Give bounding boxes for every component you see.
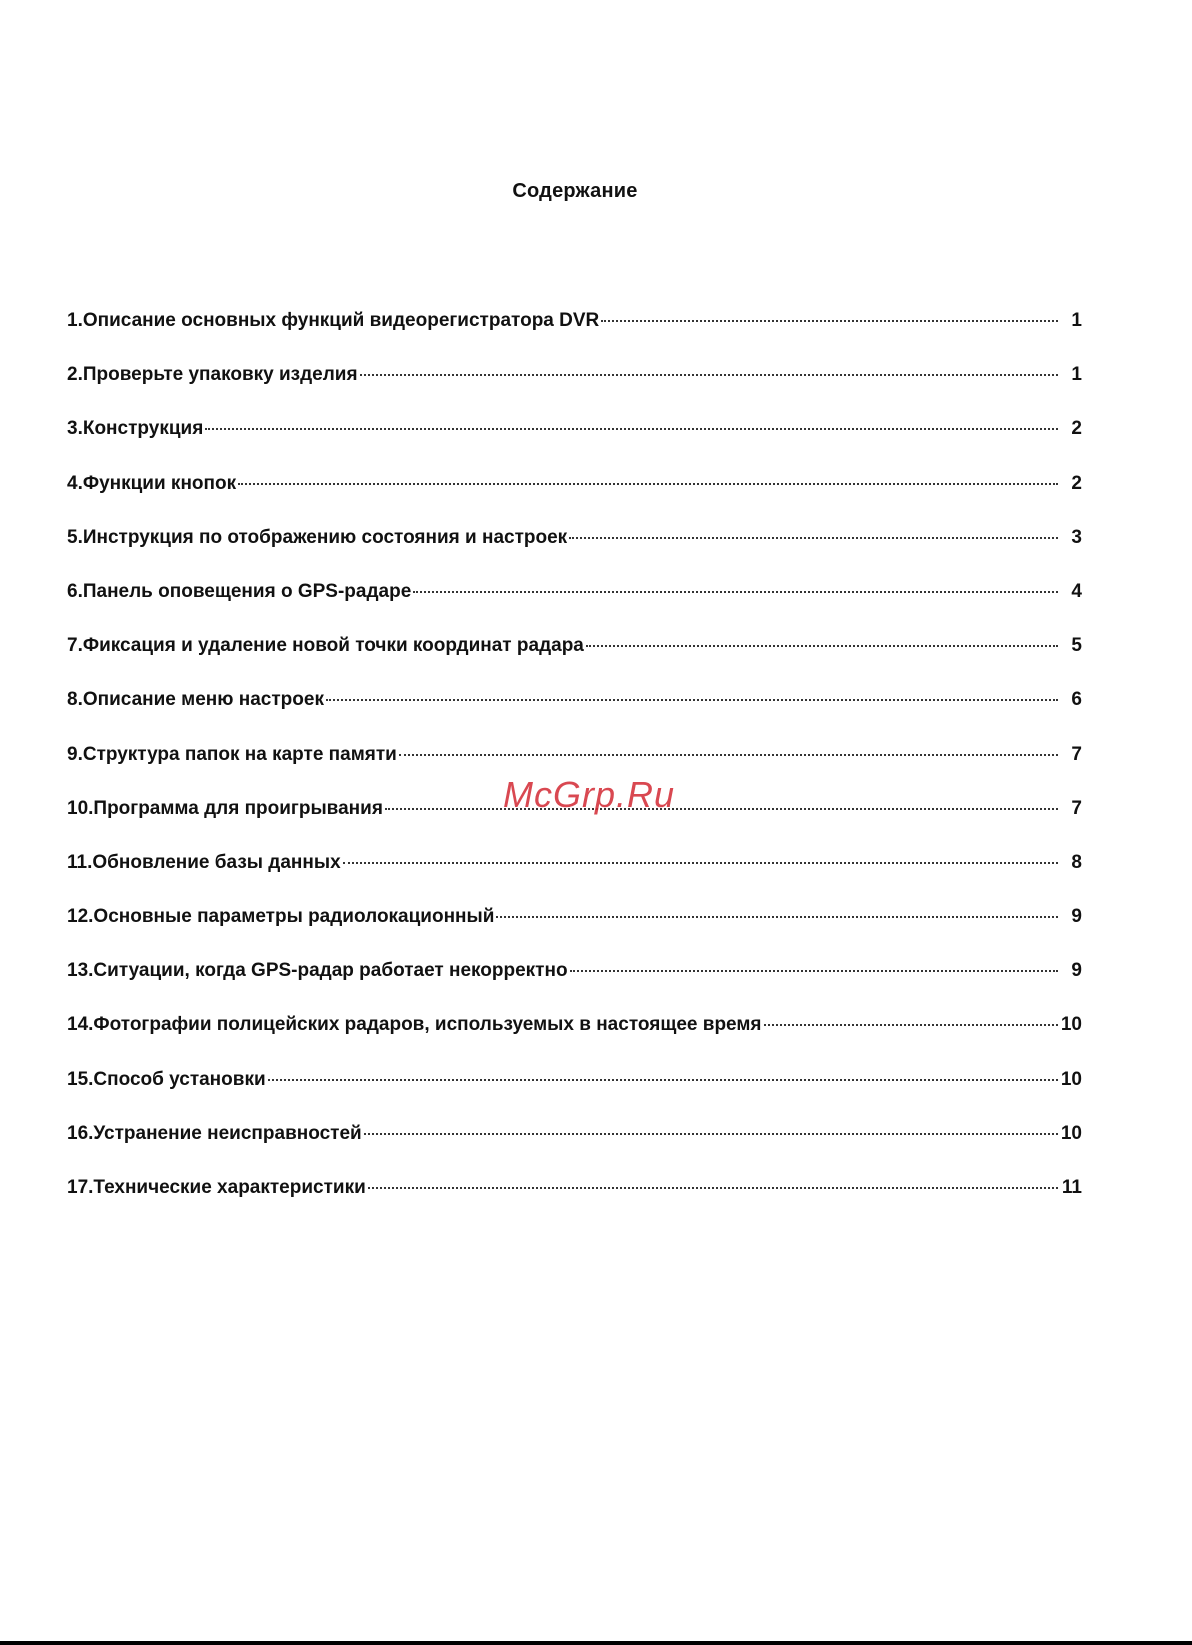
toc-entry[interactable]	[67, 1123, 1082, 1177]
toc-entry[interactable]	[67, 906, 1082, 960]
dot-leader	[368, 1187, 1058, 1189]
dot-leader	[570, 970, 1058, 972]
toc-entry-page: 7	[1071, 797, 1082, 819]
toc-entry-page: 9	[1071, 906, 1082, 928]
toc-entry-page: 9	[1071, 960, 1082, 982]
toc-entry-label: 3.Конструкция	[67, 418, 204, 440]
toc-entry-page: 4	[1071, 580, 1082, 602]
dot-leader	[385, 808, 1058, 810]
dot-leader	[326, 699, 1058, 701]
toc-entry-page: 7	[1071, 743, 1082, 765]
table-of-contents	[67, 310, 1082, 1231]
toc-entry[interactable]	[67, 1177, 1082, 1231]
dot-leader	[569, 537, 1058, 539]
toc-entry[interactable]	[67, 473, 1082, 527]
watermark-text: McGrp.Ru	[503, 774, 676, 815]
dot-leader	[601, 320, 1058, 322]
bottom-rule	[0, 1641, 1192, 1645]
toc-entry-page: 1	[1071, 310, 1082, 331]
toc-entry[interactable]	[67, 960, 1082, 1014]
dot-leader	[413, 591, 1058, 593]
toc-entry-page: 3	[1071, 526, 1082, 548]
toc-entry[interactable]	[67, 581, 1082, 635]
toc-entry[interactable]	[67, 364, 1082, 418]
toc-entry[interactable]	[67, 852, 1082, 906]
toc-entry[interactable]	[67, 635, 1082, 689]
dot-leader	[343, 862, 1058, 864]
toc-entry-page: 10	[1060, 1068, 1082, 1090]
dot-leader	[496, 916, 1058, 918]
toc-entry-page: 10	[1060, 1014, 1082, 1036]
toc-entry-label: 14.Фотографии полицейских радаров, используемых в настоящее время	[67, 1014, 762, 1036]
toc-entry-label: 1.Описание основных функций видеорегистратора DVR	[67, 310, 600, 331]
toc-entry-label: 4.Функции кнопок	[67, 472, 237, 494]
toc-entry-page: 8	[1071, 851, 1082, 873]
toc-entry[interactable]	[67, 527, 1082, 581]
toc-entry-label: 12.Основные параметры радиолокационный	[67, 906, 495, 928]
toc-entry-label: 6.Панель оповещения о GPS-радаре	[67, 580, 412, 602]
toc-entry-label: 7.Фиксация и удаление новой точки координат радара	[67, 635, 584, 657]
dot-leader	[360, 374, 1058, 376]
toc-entry-label: 8.Описание меню настроек	[67, 689, 324, 711]
toc-entry[interactable]	[67, 418, 1082, 472]
toc-entry-page: 2	[1071, 418, 1082, 440]
dot-leader	[205, 428, 1058, 430]
dot-leader	[399, 754, 1058, 756]
toc-entry-label: 5.Инструкция по отображению состояния и настроек	[67, 526, 568, 548]
toc-entry-page: 5	[1071, 635, 1082, 657]
dot-leader	[764, 1024, 1058, 1026]
toc-entry-page: 1	[1071, 364, 1082, 386]
dot-leader	[586, 645, 1058, 647]
toc-entry-label: 15.Способ установки	[67, 1068, 266, 1090]
toc-entry[interactable]	[67, 310, 1082, 364]
toc-entry-page: 2	[1071, 472, 1082, 494]
toc-entry-label: 9.Структура папок на карте памяти	[67, 743, 397, 765]
toc-entry-label: 10.Программа для проигрывания	[67, 797, 383, 819]
toc-entry[interactable]	[67, 1069, 1082, 1123]
toc-entry-label: 11.Обновление базы данных	[67, 851, 341, 873]
toc-entry[interactable]	[67, 1014, 1082, 1068]
toc-entry-page: 11	[1061, 1177, 1082, 1198]
toc-entry-label: 13.Ситуации, когда GPS-радар работает некорректно	[67, 960, 568, 982]
toc-entry-label: 2.Проверьте упаковку изделия	[67, 364, 358, 386]
dot-leader	[238, 483, 1058, 485]
toc-entry-label: 17.Технические характеристики	[67, 1177, 366, 1198]
toc-entry-page: 10	[1060, 1122, 1082, 1144]
toc-entry-label: 16.Устранение неисправностей	[67, 1122, 362, 1144]
dot-leader	[268, 1079, 1058, 1081]
toc-entry[interactable]	[67, 689, 1082, 743]
page-title: Содержание	[512, 180, 638, 202]
dot-leader	[364, 1133, 1058, 1135]
toc-entry-page: 6	[1071, 689, 1082, 711]
